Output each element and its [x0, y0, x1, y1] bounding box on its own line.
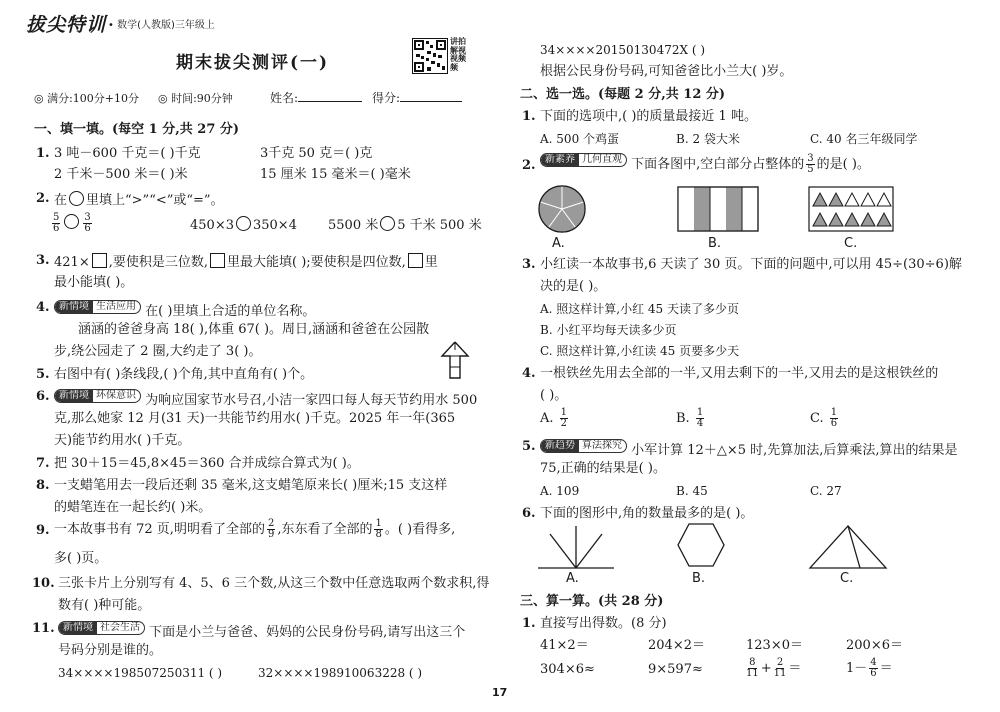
s2-q1-text: 下面的选项中,( )的质量最接近 1 吨。 — [540, 109, 757, 124]
score-field[interactable]: 得分: — [372, 89, 462, 106]
q1-num: 1. — [36, 146, 50, 161]
q11-id-3: 34××××20150130472X ( ) — [540, 43, 706, 57]
age-question: 根据公民身份号码,可知爸爸比小兰大( )岁。 — [540, 64, 793, 79]
calc-item[interactable]: 200×6＝ — [846, 638, 903, 653]
q4-text-2: 步,绕公园走了 2 圈,大约走了 3( )。 — [54, 344, 262, 359]
calc-item[interactable]: $\frac{8}{11}$ + $\frac{2}{11}$ ＝ — [746, 657, 802, 679]
s2-q1-option-b[interactable]: B. 2 袋大米 — [676, 132, 740, 146]
tag-badge: 新情境 生活应用 — [54, 300, 141, 314]
compare-circle-icon — [69, 191, 84, 206]
s2-q5-num: 5. — [522, 439, 536, 454]
s2-q6-num: 6. — [522, 506, 536, 521]
q4-text-1: 涵涵的爸爸身高 18( ),体重 67( )。周日,涵涵和爸爸在公园散 — [78, 322, 430, 337]
fraction: $\frac{3}{5}$ — [807, 153, 814, 175]
calc-item[interactable]: 123×0＝ — [746, 638, 803, 653]
s2-q4-option-c[interactable]: C. $\frac{1}{6}$ — [810, 407, 838, 429]
q11-id-1: 34××××198507250311 ( ) — [58, 666, 223, 680]
calc-item[interactable]: 204×2＝ — [648, 638, 705, 653]
s2-q5-option-c[interactable]: C. 27 — [810, 484, 842, 498]
full-score: ◎ 满分:100分+10分 — [34, 92, 140, 105]
book-subtitle: • 数学(人教版)三年级上 — [108, 20, 215, 31]
blank-square-icon[interactable] — [408, 253, 423, 268]
section-3-title: 三、算一算。(共 28 分) — [520, 594, 664, 609]
s2-q4-option-a[interactable]: A. $\frac{1}{2}$ — [540, 407, 568, 429]
fraction: $\frac{5}{6}$ — [53, 212, 60, 234]
q7-num: 7. — [36, 456, 50, 471]
blank-square-icon[interactable] — [210, 253, 225, 268]
page-title: 期末拔尖测评(一) — [176, 53, 330, 73]
q9-text-2: 多( )页。 — [54, 551, 108, 566]
q6-num: 6. — [36, 389, 50, 404]
fraction: $\frac{1}{4}$ — [696, 407, 704, 429]
q8-text-2: 的蜡笔连在一起长约( )米。 — [54, 500, 212, 515]
s2-q2-num: 2. — [522, 158, 536, 173]
q3-num: 3. — [36, 253, 50, 268]
s2-q6-text: 下面的图形中,角的数量最多的是( )。 — [540, 506, 754, 521]
s2-q6-label-c: C. — [840, 571, 854, 586]
q1-d: 15 厘米 15 毫米＝( )毫米 — [260, 167, 411, 182]
q11-num: 11. — [32, 621, 55, 636]
s2-q2-text: 新素养 几何直观 下面各图中,空白部分占整体的 $\frac{3}{5}$ 的是( )。 — [540, 152, 870, 178]
s3-q1-num: 1. — [522, 616, 536, 631]
q1-a: 3 吨－600 千克＝( )千克 — [54, 146, 201, 161]
name-field[interactable]: 姓名: — [270, 89, 362, 106]
circle-figure-a[interactable] — [537, 184, 587, 234]
s2-q4-text-2: ( )。 — [540, 388, 568, 403]
s2-q3-option-b[interactable]: B. 小红平均每天读多少页 — [540, 323, 677, 337]
q9-num: 9. — [36, 523, 50, 538]
q6-text-3: 天)能节约用水( )千克。 — [54, 433, 191, 448]
q10-num: 10. — [32, 576, 55, 591]
q5-text: 右图中有( )条线段,( )个角,其中直角有( )个。 — [54, 367, 314, 382]
s2-q4-option-b[interactable]: B. $\frac{1}{4}$ — [676, 407, 704, 429]
q2-num: 2. — [36, 191, 50, 206]
calc-item[interactable]: 9×597≈ — [648, 662, 703, 677]
rays-figure-a[interactable] — [536, 524, 616, 570]
s2-q4-text-1: 一根铁丝先用去全部的一半,又用去剩下的一半,又用去的是这根铁丝的 — [540, 366, 939, 381]
q11-text-1: 新情境 社会生活 下面是小兰与爸爸、妈妈的公民身份号码,请写出这三个 — [58, 621, 465, 641]
q3-text: 421× ,要使积是三位数, 里最大能填( );要使积是四位数, 里 — [54, 255, 438, 270]
q10-text-1: 三张卡片上分别写有 4、5、6 三个数,从这三个数中任意选取两个数求积,得 — [58, 576, 490, 591]
tag-badge: 新情境 社会生活 — [58, 621, 145, 635]
q2-item-a — [50, 212, 94, 236]
triangle-figure-c[interactable] — [808, 524, 888, 570]
compare-circle-icon[interactable] — [236, 216, 251, 231]
s2-q5-text-2: 75,正确的结果是( )。 — [540, 461, 666, 476]
q2-instruction: 在 里填上“>”“<”或“=”。 — [54, 193, 224, 208]
s2-q2-label-b: B. — [708, 236, 722, 251]
q2-item-b: 450×3 350×4 — [190, 218, 297, 233]
s2-q2-label-a: A. — [552, 236, 565, 251]
section-2-title: 二、选一选。(每题 2 分,共 12 分) — [520, 87, 726, 102]
s2-q2-label-c: C. — [844, 236, 858, 251]
blank-square-icon[interactable] — [92, 253, 107, 268]
s2-q3-text-1: 小红读一本故事书,6 天读了 30 页。下面的问题中,可以用 45÷(30÷6)解 — [540, 257, 962, 272]
compare-circle-icon[interactable] — [380, 216, 395, 231]
q4-header: 新情境 生活应用 在( )里填上合适的单位名称。 — [54, 300, 315, 320]
tag-badge: 新素养 几何直观 — [540, 153, 627, 167]
s2-q1-option-c[interactable]: C. 40 名三年级同学 — [810, 132, 918, 146]
s2-q5-option-b[interactable]: B. 45 — [676, 484, 708, 498]
s3-q1-text: 直接写出得数。(8 分) — [540, 616, 667, 631]
fraction: $\frac{3}{6}$ — [84, 212, 91, 234]
arrow-figure-icon — [440, 340, 470, 380]
tag-badge: 新趋势 算法探究 — [540, 439, 627, 453]
section-1-title: 一、填一填。(每空 1 分,共 27 分) — [34, 122, 240, 137]
s2-q3-option-a[interactable]: A. 照这样计算,小红 45 天读了多少页 — [540, 302, 740, 316]
qr-code-icon[interactable] — [412, 38, 448, 74]
tag-badge: 新情境 环保意识 — [54, 389, 141, 403]
s2-q4-num: 4. — [522, 366, 536, 381]
exam-time: ◎ 时间:90分钟 — [158, 92, 233, 105]
s2-q5-option-a[interactable]: A. 109 — [540, 484, 580, 498]
fraction: $\frac{2}{9}$ — [267, 518, 275, 540]
q11-id-2: 32××××198910063228 ( ) — [258, 666, 423, 680]
q6-text-2: 克,那么她家 12 月(31 天)一共能节约用水( )千克。2025 年一年(365 — [54, 411, 456, 426]
s2-q6-label-b: B. — [692, 571, 706, 586]
calc-item[interactable]: 41×2＝ — [540, 638, 589, 653]
fraction: $\frac{8}{11}$ — [746, 657, 759, 679]
fraction: $\frac{1}{8}$ — [375, 518, 382, 540]
s2-q1-num: 1. — [522, 109, 536, 124]
fraction: $\frac{1}{2}$ — [560, 407, 568, 429]
page-number: 17 — [492, 686, 508, 699]
qr-caption: 讲拍 解视 视频 频 — [450, 37, 466, 72]
q1-b: 3千克 50 克＝( )克 — [260, 146, 373, 161]
q11-text-2: 号码分别是谁的。 — [58, 643, 163, 658]
fraction: $\frac{2}{11}$ — [773, 657, 787, 679]
s2-q3-text-2: 决的是( )。 — [540, 279, 607, 294]
compare-circle-icon[interactable] — [64, 214, 79, 229]
q1-c: 2 千米－500 米＝( )米 — [54, 167, 188, 182]
hexagon-figure-b[interactable] — [676, 522, 726, 568]
calc-item[interactable]: 304×6≈ — [540, 662, 595, 677]
q9-text-1: 一本故事书有 72 页,明明看了全部的 $\frac{2}{9}$ ,东东看了全部的 $\frac{1}{8}$ 。( )看得多, — [54, 518, 456, 540]
s2-q1-option-a[interactable]: A. 500 个鸡蛋 — [540, 132, 620, 146]
q8-text-1: 一支蜡笔用去一段后还剩 35 毫米,这支蜡笔原来长( )厘米;15 支这样 — [54, 478, 448, 493]
q8-num: 8. — [36, 478, 50, 493]
calc-item[interactable]: 1－ $\frac{4}{6}$ ＝ — [846, 657, 893, 679]
q10-text-2: 数有( )种可能。 — [58, 598, 151, 613]
q7-text: 把 30＋15＝45,8×45＝360 合并成综合算式为( )。 — [54, 456, 360, 471]
fraction: $\frac{4}{6}$ — [870, 657, 877, 679]
q2-item-c: 5500 米 5 千米 500 米 — [328, 218, 482, 233]
triangles-figure-c[interactable] — [808, 186, 894, 232]
q3-text-2: 最小能填( )。 — [54, 275, 134, 290]
q4-num: 4. — [36, 300, 50, 315]
brand-logo: 拔尖特训 — [26, 14, 107, 36]
s2-q6-label-a: A. — [566, 571, 579, 586]
s2-q3-num: 3. — [522, 257, 536, 272]
fraction: $\frac{1}{6}$ — [830, 407, 838, 429]
s2-q3-option-c[interactable]: C. 照这样计算,小红读 45 页要多少天 — [540, 344, 740, 358]
q6-text-1: 新情境 环保意识 为响应国家节水号召,小洁一家四口每人每天节约用水 500 — [54, 389, 477, 409]
rectangle-figure-b[interactable] — [677, 186, 759, 232]
q5-num: 5. — [36, 367, 50, 382]
s2-q5-text-1: 新趋势 算法探究 小军计算 12＋△×5 时,先算加法,后算乘法,算出的结果是 — [540, 439, 958, 459]
